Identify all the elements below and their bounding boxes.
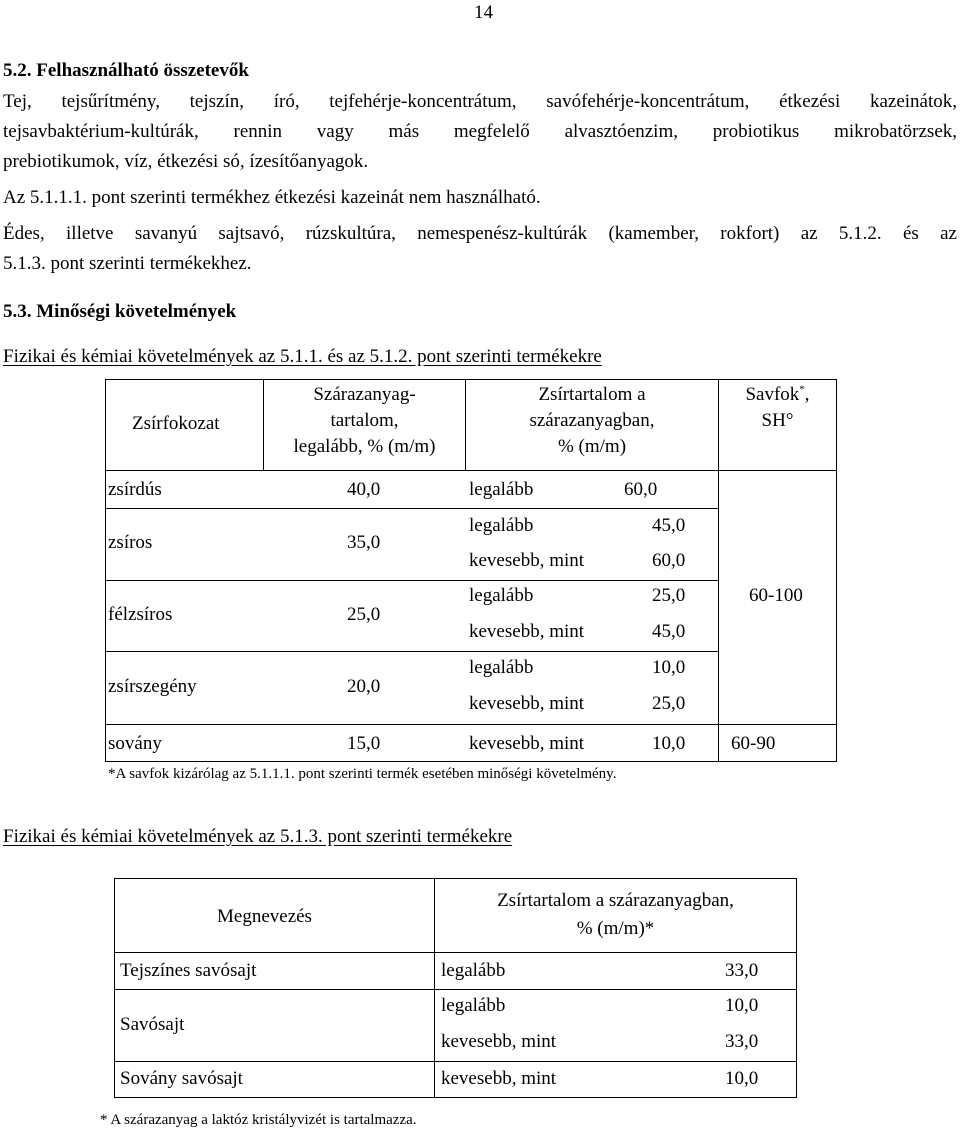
product-name-cell: Tejszínes savósajt <box>120 960 257 981</box>
fat-value-cell: 33,0 <box>725 1031 759 1052</box>
paragraph-line: prebiotikumok, víz, étkezési só, ízesítőanyagok. <box>3 151 369 172</box>
qualifier-cell: legalább <box>469 585 534 606</box>
acidity-merged-cell: 60-100 <box>749 585 803 606</box>
fat-grade-cell: félzsíros <box>108 604 173 625</box>
header-fat-in-dry-matter: Zsírtartalom a szárazanyagban, % (m/m)* <box>497 890 734 939</box>
fat-value-cell: 10,0 <box>652 657 686 678</box>
table-footnote: *A savfok kizárólag az 5.1.1.1. pont szerinti termék esetében minőségi követelmény. <box>108 766 617 782</box>
fat-value-cell: 45,0 <box>652 515 686 536</box>
fat-grade-cell: sovány <box>108 733 162 754</box>
header-fat-in-dry-matter: Zsírtartalom a szárazanyagban, % (m/m) <box>529 384 655 457</box>
paragraph: Az 5.1.1.1. pont szerinti termékhez étkezési kazeinát nem használható. <box>3 187 541 208</box>
paragraph-line: tejsavbaktérium-kultúrák, rennin vagy más megfelelő alvasztóenzim, probiotikus mikrobatörzsek, <box>3 121 957 142</box>
paragraph-line: 5.1.3. pont szerinti termékekhez. <box>3 253 252 274</box>
qualifier-cell: kevesebb, mint <box>469 733 585 754</box>
qualifier-cell: legalább <box>441 995 506 1016</box>
fat-value-cell: 10,0 <box>725 1068 759 1089</box>
qualifier-cell: legalább <box>469 479 534 500</box>
dry-matter-cell: 35,0 <box>347 532 381 553</box>
section-heading: 5.2. Felhasználható összetevők <box>3 60 249 81</box>
product-name-cell: Sovány savósajt <box>120 1068 243 1089</box>
table-footnote: * A szárazanyag a laktóz kristályvizét is tartalmazza. <box>100 1112 417 1128</box>
qualifier-cell: kevesebb, mint <box>441 1068 557 1089</box>
fat-grade-cell: zsírdús <box>108 479 162 500</box>
paragraph-line: Édes, illetve savanyú sajtsavó, rúzskultúra, nemespenész-kultúrák (kamember, rokfort) az 5.1.2. és az <box>3 223 957 244</box>
qualifier-cell: kevesebb, mint <box>469 550 585 571</box>
section-heading: 5.3. Minőségi követelmények <box>3 301 237 322</box>
header-name: Megnevezés <box>217 906 312 927</box>
fat-value-cell: 10,0 <box>652 733 686 754</box>
qualifier-cell: kevesebb, mint <box>469 621 585 642</box>
header-dry-matter: Szárazanyag- tartalom, legalább, % (m/m) <box>293 384 436 457</box>
fat-grade-cell: zsírszegény <box>108 676 197 697</box>
dry-matter-cell: 20,0 <box>347 676 381 697</box>
fat-value-cell: 10,0 <box>725 995 759 1016</box>
qualifier-cell: kevesebb, mint <box>469 693 585 714</box>
qualifier-cell: legalább <box>469 515 534 536</box>
page-number: 14 <box>474 2 493 23</box>
dry-matter-cell: 15,0 <box>347 733 381 754</box>
dry-matter-cell: 40,0 <box>347 479 381 500</box>
fat-value-cell: 60,0 <box>652 550 686 571</box>
fat-value-cell: 45,0 <box>652 621 686 642</box>
table-caption: Fizikai és kémiai követelmények az 5.1.3. pont szerinti termékekre <box>3 826 513 847</box>
qualifier-cell: legalább <box>469 657 534 678</box>
header-acidity: Savfok*, SH° <box>745 383 810 431</box>
paragraph-line: Tej, tejsűrítmény, tejszín, író, tejfehérje-koncentrátum, savófehérje-koncentrátum, étkezési kazeinátok, <box>3 91 957 112</box>
header-fat-grade: Zsírfokozat <box>132 413 220 434</box>
fat-grade-cell: zsíros <box>108 532 153 553</box>
table-caption: Fizikai és kémiai követelmények az 5.1.1. és az 5.1.2. pont szerinti termékekre <box>3 346 602 367</box>
fat-value-cell: 33,0 <box>725 960 759 981</box>
fat-value-cell: 60,0 <box>624 479 658 500</box>
fat-value-cell: 25,0 <box>652 585 686 606</box>
fat-value-cell: 25,0 <box>652 693 686 714</box>
acidity-cell: 60-90 <box>731 733 776 754</box>
qualifier-cell: legalább <box>441 960 506 981</box>
product-name-cell: Savósajt <box>120 1014 185 1035</box>
qualifier-cell: kevesebb, mint <box>441 1031 557 1052</box>
dry-matter-cell: 25,0 <box>347 604 381 625</box>
